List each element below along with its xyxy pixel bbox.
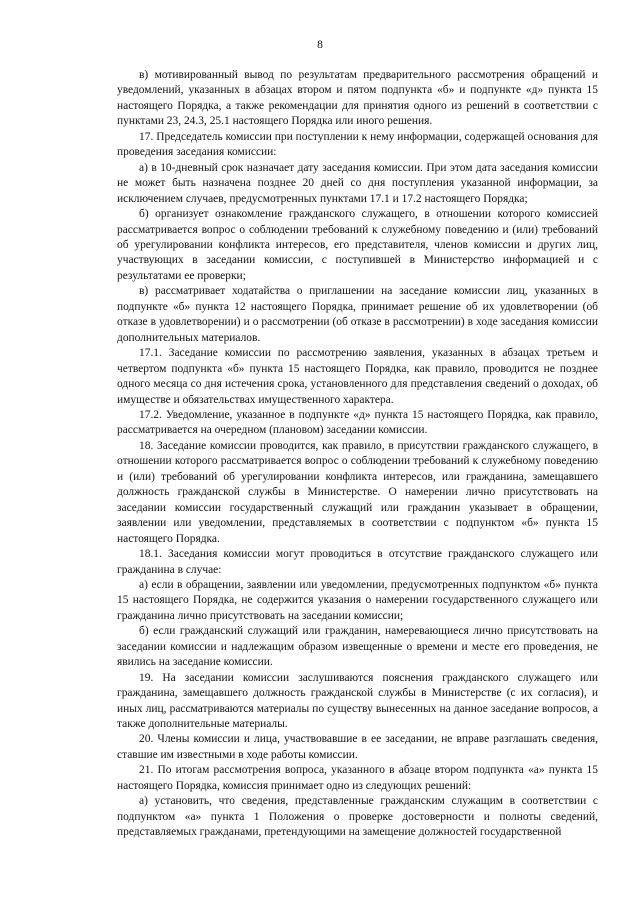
paragraph-18-1b: б) если гражданский служащий или гражданин, намеревающиеся лично присутствовать на заседании комиссии и надлежащим образом извещенные о времени и месте его проведения, не явились на заседание комиссии.	[117, 625, 598, 669]
paragraph-20: 20. Члены комиссии и лица, участвовавшие в ее заседании, не вправе разглашать сведения, ставшие им известными в ходе работы комиссии.	[117, 733, 598, 761]
paragraph-17b: б) организует ознакомление гражданского служащего, в отношении которого комиссией рассматривается вопрос о соблюдении требований к служебному поведению и (или) требований об урегулировании конфликта интересов, его представителя, членов комиссии и других лиц, участвующих в заседании комиссии, с поступившей в Министерство информацией и с результатами ее проверки;	[117, 208, 598, 282]
paragraph-21: 21. По итогам рассмотрения вопроса, указанного в абзаце втором подпункта «а» пункта 15 настоящего Порядка, комиссия принимает одно из следующих решений:	[117, 764, 598, 792]
paragraph-17-2: 17.2. Уведомление, указанное в подпункте «д» пункта 15 настоящего Порядка, как правило, рассматривается на очередном (плановом) заседании комиссии.	[117, 408, 598, 437]
paragraph-17: 17. Председатель комиссии при поступлении к нему информации, содержащей основания для проведения заседания комиссии:	[117, 130, 598, 159]
document-body	[117, 68, 598, 841]
paragraph-18: 18. Заседание комиссии проводится, как правило, в присутствии гражданского служащего, в отношении которого рассматривается вопрос о соблюдении требований к служебному поведению и (или) требований об урегулировании конфликта интересов, или гражданина, замещавшего должность гражданской службы в Министерстве. О намерении лично присутствовать на заседании комиссии государственный служащий или гражданин указывает в обращении, заявлении или уведомлении, представляемых в соответствии с подпунктом «б» пункта 15 настоящего Порядка.	[117, 439, 598, 545]
paragraph-17a: а) в 10-дневный срок назначает дату заседания комиссии. При этом дата заседания комиссии не может быть назначена позднее 20 дней со дня поступления указанной информации, за исключением случаев, предусмотренных пунктами 17.1 и 17.2 настоящего Порядка;	[117, 161, 598, 205]
paragraph-19: 19. На заседании комиссии заслушиваются пояснения гражданского служащего или гражданина, замещавшего должность гражданской службы в Министерстве (с их согласия), и иных лиц, рассматриваются материалы по существу вынесенных на данное заседание вопросов, а также дополнительные материалы.	[117, 671, 598, 731]
paragraph-18-1a: а) если в обращении, заявлении или уведомлении, предусмотренных подпунктом «б» пункта 15 настоящего Порядка, не содержится указания о намерении государственного служащего или гражданина лично присутствовать на заседании комиссии;	[117, 578, 598, 622]
paragraph-21a: а) установить, что сведения, представленные гражданским служащим в соответствии с подпунктом «а» пункта 1 Положения о проверке достоверности и полноты сведений, представляемых гражданами, претендующими на замещение должностей государственной	[117, 795, 598, 839]
paragraph-17v: в) рассматривает ходатайства о приглашении на заседание комиссии лиц, указанных в подпункте «б» пункта 12 настоящего Порядка, принимает решение об их удовлетворении (об отказе в удовлетворении) и о рассмотрении (об отказе в рассмотрении) в ходе заседания комиссии дополнительных материалов.	[117, 285, 598, 344]
paragraph-17-1: 17.1. Заседание комиссии по рассмотрению заявления, указанных в абзацах третьем и четвертом подпункта «б» пункта 15 настоящего Порядка, как правило, проводится не позднее одного месяца со дня истечения срока, установленного для представления сведений о доходах, об имуществе и обязательствах имущественного характера.	[117, 347, 598, 406]
paragraph-16v: в) мотивированный вывод по результатам предварительного рассмотрения обращений и уведомлений, указанных в абзацах втором и пятом подпункта «б» и подпункте «д» пункта 15 настоящего Порядка, а также рекомендации для принятия одного из решений в соответствии с пунктами 23, 24.3, 25.1 настоящего Порядка или иного решения.	[117, 69, 598, 128]
paragraph-18-1: 18.1. Заседания комиссии могут проводиться в отсутствие гражданского служащего или гражданина в случае:	[117, 548, 598, 576]
page-number: 8	[317, 39, 323, 51]
